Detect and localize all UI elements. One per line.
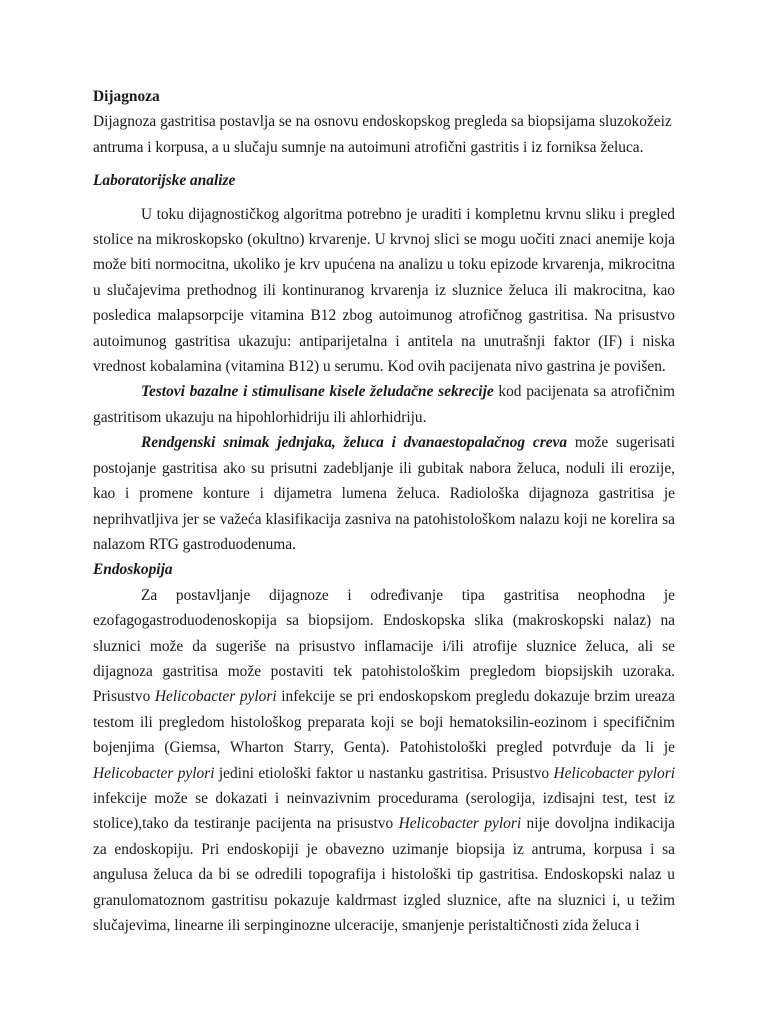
emphasis-testovi: Testovi bazalne i stimulisane kisele želudačne sekrecije [141, 383, 494, 401]
paragraph-laboratorijske-1: U toku dijagnostičkog algoritma potrebno je uraditi i kompletnu krvnu sliku i pregled stolice na mikroskopsko (okultno) krvarenje. U krvnoj slici se mogu uočiti znaci anemije koja može biti normocitna, ukoliko je krv upućena na analizu u toku epizode krvarenja, mikrocitna u slučajevima prethodnog ili kontinuranog krvarenja iz sluznice želuca ili makrocitna, kao posledica malapsorpcije vitamina B12 zbog autoimunog atrofičnog gastritisa. Na prisustvo autoimunog gastritisa ukazuju: antiparijetalna i antitela na unutrašnji faktor (IF) i niska vrednost kobalamina (vitamina B12) u serumu. Kod ovih pacijenata nivo gastrina je povišen. [93, 205, 675, 376]
paragraph-text: može sugerisati postojanje gastritisa ako su prisutni zadebljanje ili gubitak nabora želuca, noduli ili erozije, kao i promene konture i dijametra lumena želuca. Radiološka dijagnoza gastritisa je neprihvatljiva jer se važeća klasifikacija zasniva na patohistološkom nalazu koji ne korelira sa nalazom RTG gastroduodenuma. [93, 434, 675, 553]
emphasis-rendgenski: Rendgenski snimak jednjaka, želuca i dvanaestopalačnog creva [141, 434, 568, 452]
paragraph-text: Za postavljanje dijagnoze i određivanje tipa gastritisa neophodna je ezofagogastroduodenoskopija sa biopsijom. Endoskopska slika (makroskopski nalaz) na sluznici može da sugeriše na prisustvo inflamacije i/ili atrofije sluznice želuca, ali se dijagnoza gastritisa može postaviti tek patohistološkim pregledom biopsijskih uzoraka. Prisustvo [93, 586, 675, 706]
species-name: Helicobacter pylori [93, 764, 215, 782]
paragraph-laboratorijske-3 [93, 430, 675, 557]
paragraph-endoskopija [93, 583, 675, 939]
paragraph-text: kod pacijenata sa atrofičnim gastritisom ukazuju na hipohlorhidriju ili ahlorhidriju. [93, 383, 675, 426]
section-heading-endoskopija: Endoskopija [93, 561, 173, 579]
document-body [93, 84, 675, 938]
paragraph-text: infekcije može se dokazati i neinvazivnim procedurama (serologija, izdisajni test, test iz stolice),tako da testiranje pacijenta na prisustvo [93, 789, 675, 833]
species-name: Helicobacter pylori [154, 688, 277, 706]
paragraph-text: nije dovoljna indikacija za endoskopiju. Pri endoskopiji je obavezno uzimanje biopsija iz antruma, korpusa i sa angulusa želuca da bi se odredili topografija i histološki tip gastritisa. Endoskopski nalaz u granulomatoznom gastritisu pokazuje kaldrmast izgled sluznice, afte na sluznici i, u težim slučajevima, linearne ili serpinginozne ulceracije, smanjenje peristaltičnosti zida želuca i [93, 815, 675, 934]
species-name: Helicobacter pylori [553, 764, 675, 782]
paragraph-laboratorijske-2 [93, 379, 675, 430]
paragraph-dijagnoza: Dijagnoza gastritisa postavlja se na osnovu endoskopskog pregleda sa biopsijama sluzokožeiz antruma i korpusa, a u slučaju sumnje na autoimuni atrofični gastritis i iz forniksa želuca. [93, 113, 672, 156]
section-heading-dijagnoza: Dijagnoza [93, 88, 160, 105]
species-name: Helicobacter pylori [398, 815, 522, 833]
paragraph-text: jedini etiološki faktor u nastanku gastritisa. Prisustvo [214, 764, 554, 782]
section-heading-laboratorijske: Laboratorijske analize [93, 172, 236, 190]
paragraph-text: infekcije se pri endoskopskom pregledu dokazuje brzim ureaza testom ili pregledom histološkog preparata koji se boji hematoksilin-eozinom i specifičnim bojenjima (Giemsa, Wharton Starry, Genta). Patohistološki pregled potvrđuje da li je [93, 688, 675, 757]
